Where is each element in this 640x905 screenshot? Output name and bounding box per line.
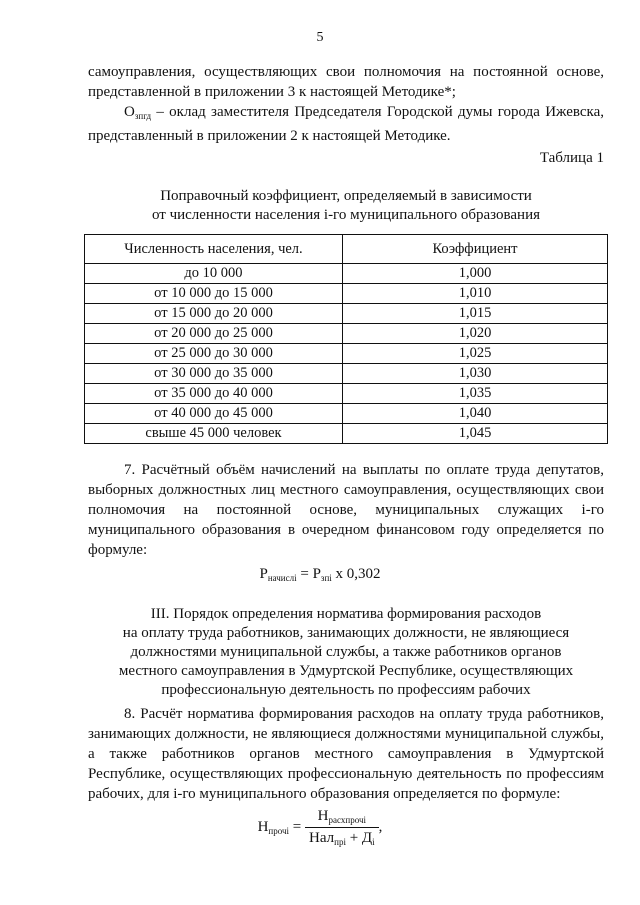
formula2-num: Н [317,808,329,824]
section-3-heading-line-3: должностями муниципальной службы, а также работников органов [130,644,562,660]
table-row [85,344,608,364]
o-definition [88,102,604,146]
formula1-eq: = [296,566,313,582]
cell-coefficient: 1,015 [343,304,608,324]
o-subscript: зпгд [134,111,152,121]
table-row [85,364,608,384]
formula1-rhs: Р [312,566,321,582]
table-row [85,324,608,344]
cell-population: до 10 000 [85,264,343,284]
page-number: 5 [316,30,324,45]
formula-payroll-charges [0,566,640,583]
cell-coefficient: 1,045 [343,424,608,444]
formula2-lhs: Н [257,818,269,835]
table-header-row [85,235,608,264]
formula1-tail: x 0,302 [331,566,381,582]
cell-population: от 15 000 до 20 000 [85,304,343,324]
section-3-heading-line-4: местного самоуправления в Удмуртской Республике, осуществляющих [118,663,574,679]
o-symbol: О [124,104,135,120]
cell-coefficient: 1,020 [343,324,608,344]
formula-other-staff-norm [0,808,640,847]
table-row [85,304,608,324]
item-7-paragraph: 7. Расчётный объём начислений на выплаты по оплате труда депутатов, выборных должностных лиц местного самоуправления, осуществляющих свои полномочия на постоянной основе, муниципальных служащих i-го муниципального образования в очередном финансовом году определяется по формуле: [88,462,604,558]
cell-coefficient: 1,025 [343,344,608,364]
cell-coefficient: 1,030 [343,364,608,384]
intro-paragraph: самоуправления, осуществляющих свои полномочия на постоянной основе, представленной в приложении 3 к настоящей Методике*; [88,64,604,100]
formula2-denominator [305,828,379,847]
formula2-tail: , [378,818,383,835]
header-coefficient: Коэффициент [343,235,608,264]
o-definition-text: – оклад заместителя Председателя Городской думы города Ижевска, представленный в приложении 2 к настоящей Методике. [88,104,604,144]
formula2-den-a: Нал [309,830,335,846]
cell-population: от 10 000 до 15 000 [85,284,343,304]
cell-coefficient: 1,035 [343,384,608,404]
table-title-line-1: Поправочный коэффициент, определяемый в зависимости [160,188,532,204]
cell-population: от 35 000 до 40 000 [85,384,343,404]
formula2-num-sub: расхпрочi [328,815,366,825]
formula1-lhs-sub: начислi [267,573,297,583]
coefficient-table [84,234,608,444]
table-label: Таблица 1 [539,150,604,166]
formula2-den-plus: + [345,830,362,846]
formula1-rhs-sub: зпi [320,573,332,583]
formula2-den-b: Д [361,830,373,846]
formula2-den-b-sub: i [372,837,375,847]
formula2-fraction [305,808,379,847]
cell-population: от 40 000 до 45 000 [85,404,343,424]
cell-population: от 30 000 до 35 000 [85,364,343,384]
table-row [85,424,608,444]
formula2-den-a-sub: прi [334,837,346,847]
table-row [85,384,608,404]
cell-population: свыше 45 000 человек [85,424,343,444]
table-row [85,404,608,424]
formula2-eq: = [289,818,306,835]
section-3-heading-line-2: на оплату труда работников, занимающих должности, не являющиеся [122,625,570,641]
cell-coefficient: 1,040 [343,404,608,424]
cell-population: от 25 000 до 30 000 [85,344,343,364]
formula2-numerator [305,808,379,828]
table-title-line-2: от численности населения i-го муниципального образования [151,207,541,223]
formula2-lhs-sub: прочi [268,825,290,836]
table-row [85,284,608,304]
item-8-paragraph: 8. Расчёт норматива формирования расходов на оплату труда работников, занимающих должности, не являющиеся должностями муниципальной службы, а также работников органов местного самоуправления в Удмуртской Республике, осуществляющих профессиональную деятельность по профессиям рабочих, для i-го муниципального образования определяется по формуле: [88,706,604,802]
header-population: Численность населения, чел. [85,235,343,264]
section-3-heading-line-1: III. Порядок определения норматива формирования расходов [150,606,542,622]
section-3-heading-line-5: профессиональную деятельность по профессиям рабочих [161,682,531,698]
table-row [85,264,608,284]
cell-population: от 20 000 до 25 000 [85,324,343,344]
cell-coefficient: 1,010 [343,284,608,304]
cell-coefficient: 1,000 [343,264,608,284]
formula1-lhs: Р [259,566,268,582]
